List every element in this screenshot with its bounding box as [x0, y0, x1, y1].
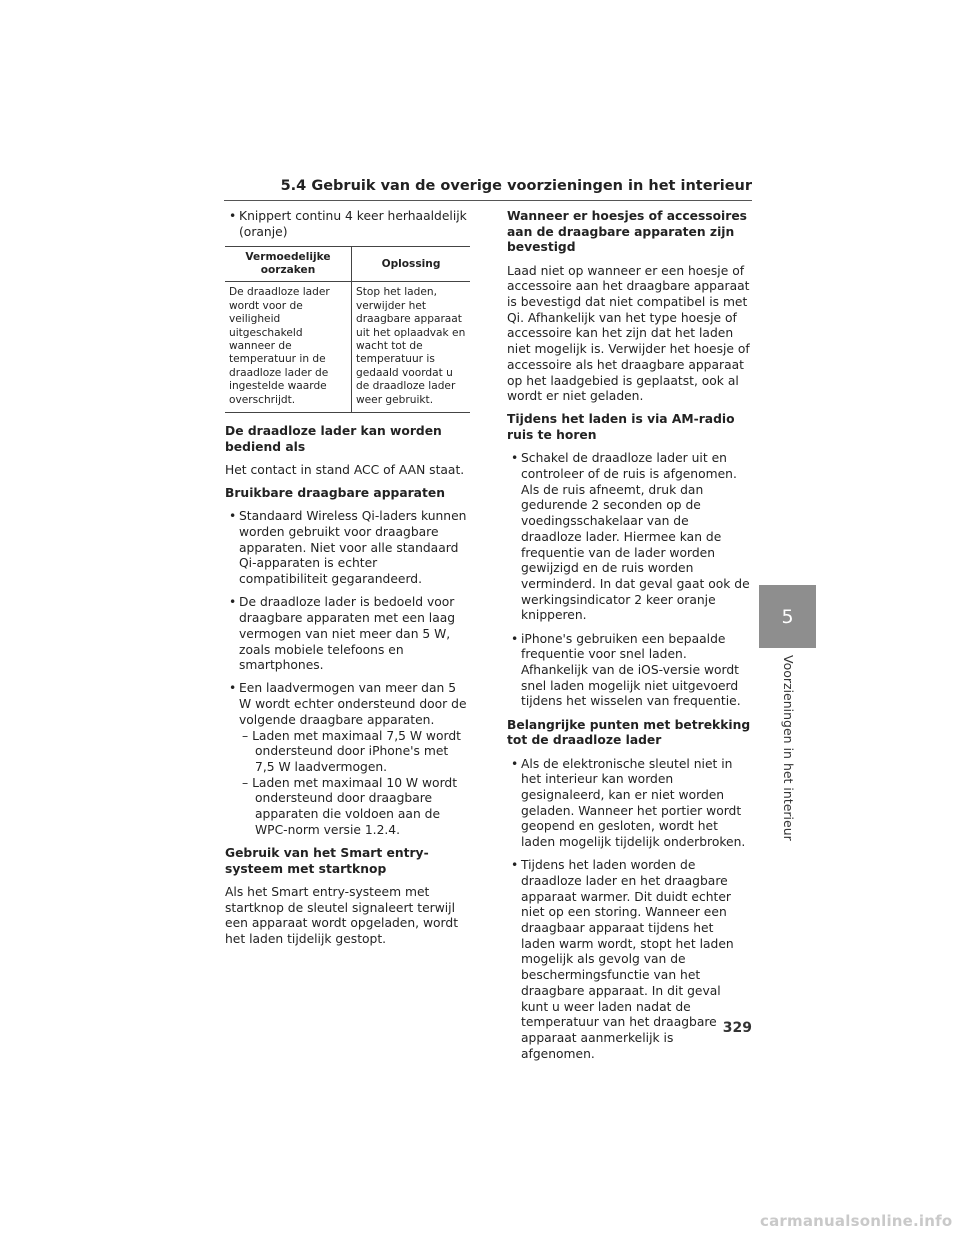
list-item: • Als de elektronische sleutel niet in het interieur kan worden gesignaleerd, kan er niet worden geladen. Wanneer het portier wordt geopend en gesloten, wordt het laden mogelijk tijdelijk onderbroken.	[511, 756, 746, 850]
header-rule	[224, 200, 752, 201]
chapter-tab: 5	[759, 585, 816, 648]
bullet-dot: •	[511, 631, 519, 646]
list-item: • Een laadvermogen van meer dan 5 W wordt echter ondersteund door de volgende draagbare apparaten.	[229, 681, 467, 727]
section-heading: De draadloze lader kan worden bediend als	[225, 424, 442, 454]
section-heading: Bruikbare draagbare apparaten	[225, 486, 445, 501]
table-row	[225, 282, 470, 413]
list-item: • De draadloze lader is bedoeld voor draagbare apparaten met een laag vermogen van niet meer dan 5 W, zoals mobiele telefoons en smartphones.	[229, 595, 456, 673]
bullet-dot: •	[511, 756, 519, 771]
section-heading: Gebruik van het Smart entry-systeem met startknop	[225, 845, 429, 876]
bullet-dot: •	[229, 509, 237, 524]
bullet-dot: •	[229, 595, 237, 610]
section-heading: Belangrijke punten met betrekking tot de draadloze lader	[507, 717, 751, 748]
troubleshooting-table	[225, 246, 470, 413]
bullet-dot: •	[229, 209, 237, 223]
left-column	[225, 209, 469, 955]
list-item: • Schakel de draadloze lader uit en controleer of de ruis is afgenomen. Als de ruis afneemt, druk dan gedurende 2 seconden op de voedingsschakelaar van de draadloze lader. Hiermee kan de frequentie van de lader worden gewijzigd en de ruis worden verminderd. In dat geval gaat ook de werkingsindicator 2 keer oranje knipperen.	[511, 451, 750, 623]
sub-list-item: – Laden met maximaal 10 W wordt ondersteund door draagbare apparaten die voldoen aan de WPC-norm versie 1.2.4.	[242, 775, 458, 837]
table-cell-solution: Stop het laden, verwijder het draagbare apparaat uit het oplaadvak en wacht tot de temperatuur is gedaald voordat u de draadloze lader weer gebruikt.	[352, 282, 471, 413]
paragraph: Het contact in stand ACC of AAN staat.	[225, 462, 465, 477]
sub-list-item: – Laden met maximaal 7,5 W wordt ondersteund door iPhone's met 7,5 W laadvermogen.	[242, 728, 461, 774]
bullet-dot: •	[511, 858, 519, 873]
table-header-solution: Oplossing	[352, 247, 471, 282]
bullet-dot: •	[511, 451, 519, 466]
list-item: • iPhone's gebruiken een bepaalde frequentie voor snel laden. Afhankelijk van de iOS-versie wordt snel laden mogelijk niet uitgevoerd tijdens het wisselen van frequentie.	[511, 631, 741, 709]
section-heading: Wanneer er hoesjes of accessoires aan de draagbare apparaten zijn bevestigd	[507, 209, 747, 255]
bullet-dot: •	[229, 681, 237, 696]
list-item: • Knippert continu 4 keer herhaaldelijk (oranje)	[229, 209, 467, 239]
section-header: 5.4 Gebruik van de overige voorzieningen in het interieur	[280, 178, 752, 194]
paragraph: Als het Smart entry-systeem met startknop de sleutel signaleert terwijl een apparaat wordt opgeladen, wordt het laden tijdelijk gestopt.	[225, 884, 459, 946]
table-header-cause: Vermoedelijke oorzaken	[225, 247, 352, 282]
chapter-vertical-label: Voorzieningen in het interieur	[781, 655, 796, 841]
list-item: • Tijdens het laden worden de draadloze lader en het draagbare apparaat warmer. Dit duidt echter niet op een storing. Wanneer een draagbaar apparaat tijdens het laden warm wordt, stopt het laden mogelijk als gevolg van de beschermingsfunctie van het draagbare apparaat. In dit geval kunt u weer laden nadat de temperatuur van het draagbare apparaat aanmerkelijk is afgenomen.	[511, 858, 734, 1061]
page-number: 329	[722, 1020, 752, 1036]
table-cell-cause: De draadloze lader wordt voor de veiligheid uitgeschakeld wanneer de temperatuur in de draadloze lader de ingestelde waarde overschrijdt.	[225, 282, 352, 413]
paragraph: Laad niet op wanneer er een hoesje of accessoire aan het draagbare apparaat is bevestigd dat niet compatibel is met Qi. Afhankelijk van het type hoesje of accessoire kan het zijn dat het laden niet mogelijk is. Verwijder het hoesje of accessoire als het draagbare apparaat op het laadgebied is geplaatst, ook al wordt er niet geladen.	[507, 263, 750, 404]
section-heading: Tijdens het laden is via AM-radio ruis te horen	[507, 412, 735, 443]
watermark: carmanualsonline.info	[760, 1212, 953, 1230]
list-item: • Standaard Wireless Qi-laders kunnen worden gebruikt voor draagbare apparaten. Niet voor alle standaard Qi-apparaten is echter compatibiliteit gegarandeerd.	[229, 509, 467, 587]
right-column	[507, 209, 751, 1070]
